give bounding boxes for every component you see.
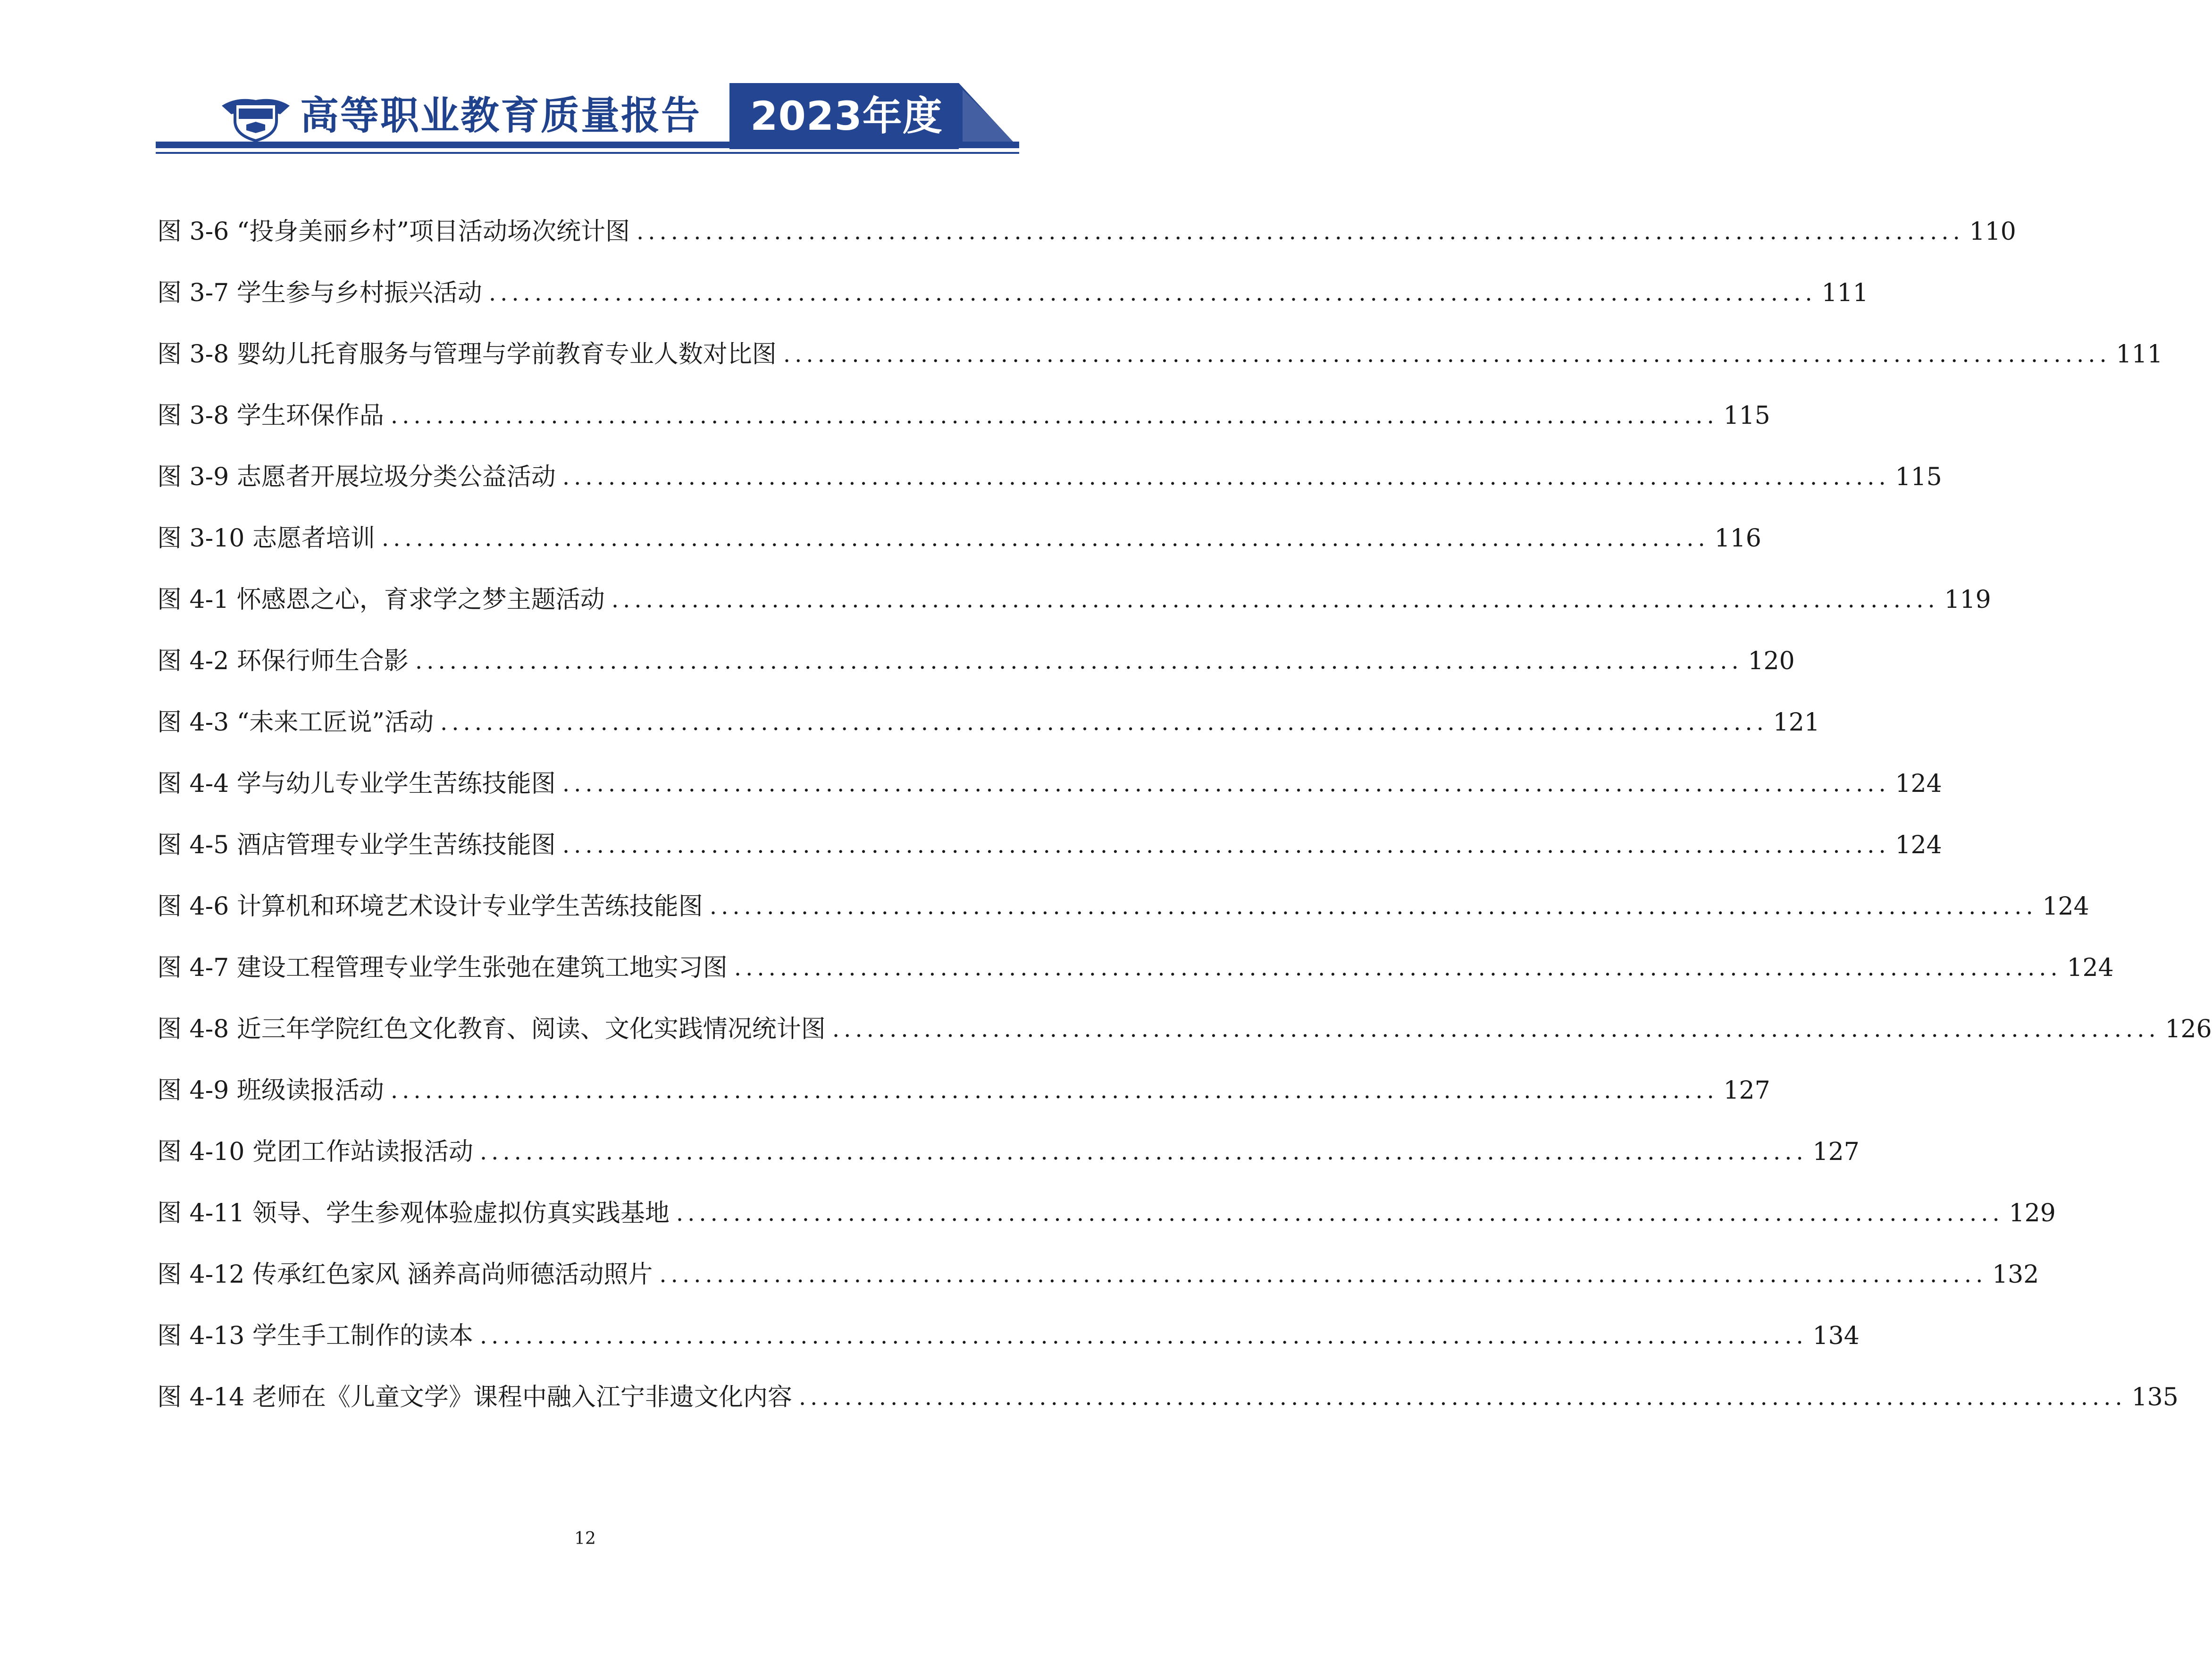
- dot-leader: ....................................................................................................................: [562, 832, 1890, 858]
- figure-title: 图 4-8 近三年学院红色文化教育、阅读、文化实践情况统计图: [157, 1015, 826, 1043]
- figure-page: 134: [1812, 1322, 1860, 1350]
- figure-page: 120: [1748, 647, 1795, 675]
- dot-leader: ....................................................................................................................: [440, 709, 1768, 736]
- figure-page: 124: [2067, 954, 2114, 982]
- report-title: 高等职业教育质量报告: [300, 93, 702, 138]
- figure-title: 图 3-10 志愿者培训: [157, 524, 375, 553]
- figure-title: 图 4-11 领导、学生参观体验虚拟仿真实践基地: [157, 1199, 670, 1227]
- figure-page: 111: [1821, 279, 1868, 307]
- list-item[interactable]: [157, 1074, 1770, 1107]
- figure-title: 图 4-12 传承红色家风 涵养高尚师德活动照片: [157, 1260, 653, 1289]
- dot-leader: ....................................................................................................................: [488, 280, 1817, 306]
- dot-leader: ....................................................................................................................: [415, 648, 1743, 674]
- header-decoration: [0, 0, 1170, 170]
- figure-page: 116: [1714, 524, 1761, 553]
- figure-title: 图 4-6 计算机和环境艺术设计专业学生苦练技能图: [157, 892, 703, 921]
- dot-leader: ....................................................................................................................: [636, 218, 1964, 245]
- figure-title: 图 3-8 婴幼儿托育服务与管理与学前教育专业人数对比图: [157, 340, 777, 369]
- figure-title: 图 4-10 党团工作站读报活动: [157, 1138, 473, 1166]
- figure-title: 图 3-7 学生参与乡村振兴活动: [157, 279, 482, 307]
- figure-page: 119: [1944, 586, 1991, 614]
- dot-leader: ....................................................................................................................: [611, 587, 1939, 613]
- figure-title: 图 4-1 怀感恩之心，育求学之梦主题活动: [157, 586, 605, 614]
- figure-page: 127: [1812, 1138, 1860, 1166]
- figure-title: 图 4-7 建设工程管理专业学生张弛在建筑工地实习图: [157, 954, 728, 982]
- figure-title: 图 3-9 志愿者开展垃圾分类公益活动: [157, 463, 556, 491]
- list-item[interactable]: [157, 1013, 2212, 1046]
- list-item[interactable]: [157, 767, 1942, 800]
- dot-leader: ....................................................................................................................: [381, 525, 1709, 552]
- report-header: [0, 0, 1170, 170]
- figure-page: 115: [1723, 402, 1770, 430]
- dot-leader: ....................................................................................................................: [676, 1200, 2004, 1227]
- figure-page: 111: [2116, 340, 2163, 369]
- figure-title: 图 4-2 环保行师生合影: [157, 647, 409, 675]
- dot-leader: ....................................................................................................................: [832, 1016, 2160, 1042]
- figure-title: 图 4-4 学与幼儿专业学生苦练技能图: [157, 770, 556, 798]
- dot-leader: ....................................................................................................................: [390, 403, 1718, 429]
- school-crest-icon: [218, 90, 293, 142]
- figure-page: 129: [2009, 1199, 2056, 1227]
- figure-title: 图 4-3 “未来工匠说”活动: [157, 708, 434, 737]
- list-item[interactable]: [157, 706, 1820, 739]
- figure-page: 135: [2131, 1383, 2178, 1411]
- report-year: 2023年度: [750, 93, 943, 139]
- list-item[interactable]: [157, 890, 2089, 923]
- list-item[interactable]: [157, 1381, 2178, 1414]
- list-item[interactable]: [157, 461, 1942, 494]
- page-number: 12: [574, 1529, 596, 1548]
- list-item[interactable]: [157, 951, 2114, 984]
- figure-page: 124: [2042, 892, 2089, 921]
- list-item[interactable]: [157, 522, 1761, 555]
- dot-leader: ....................................................................................................................: [479, 1139, 1808, 1165]
- figure-page: 127: [1723, 1076, 1770, 1105]
- figure-page: 126: [2165, 1015, 2212, 1043]
- list-item[interactable]: [157, 399, 1770, 432]
- list-item[interactable]: [157, 583, 1991, 616]
- figure-title: 图 3-6 “投身美丽乡村”项目活动场次统计图: [157, 218, 630, 246]
- list-item[interactable]: [157, 1197, 2056, 1230]
- list-item[interactable]: [157, 1258, 2039, 1291]
- list-item[interactable]: [157, 277, 1868, 310]
- list-item[interactable]: [157, 829, 1942, 862]
- figure-title: 图 4-5 酒店管理专业学生苦练技能图: [157, 831, 556, 859]
- list-item[interactable]: [157, 1135, 1860, 1168]
- figure-title: 图 3-8 学生环保作品: [157, 402, 384, 430]
- dot-leader: ....................................................................................................................: [709, 893, 2037, 920]
- figure-page: 132: [1992, 1260, 2039, 1289]
- dot-leader: ....................................................................................................................: [562, 771, 1890, 797]
- list-item[interactable]: [157, 338, 2163, 371]
- figure-page: 124: [1895, 831, 1942, 859]
- figure-page: 121: [1773, 708, 1820, 737]
- dot-leader: ....................................................................................................................: [783, 341, 2111, 368]
- dot-leader: ....................................................................................................................: [659, 1261, 1987, 1288]
- dot-leader: ....................................................................................................................: [479, 1323, 1808, 1349]
- dot-leader: ....................................................................................................................: [562, 464, 1890, 490]
- figure-title: 图 4-14 老师在《儿童文学》课程中融入江宁非遗文化内容: [157, 1383, 792, 1411]
- figure-title: 图 4-13 学生手工制作的读本: [157, 1322, 473, 1350]
- figure-page: 110: [1969, 218, 2016, 246]
- dot-leader: ....................................................................................................................: [734, 955, 2062, 981]
- list-item[interactable]: [157, 1319, 1860, 1353]
- dot-leader: ....................................................................................................................: [390, 1077, 1718, 1104]
- list-item[interactable]: [157, 215, 2016, 248]
- figure-title: 图 4-9 班级读报活动: [157, 1076, 384, 1105]
- list-item[interactable]: [157, 645, 1795, 678]
- figure-page: 115: [1895, 463, 1942, 491]
- figure-page: 124: [1895, 770, 1942, 798]
- dot-leader: ....................................................................................................................: [798, 1384, 2127, 1411]
